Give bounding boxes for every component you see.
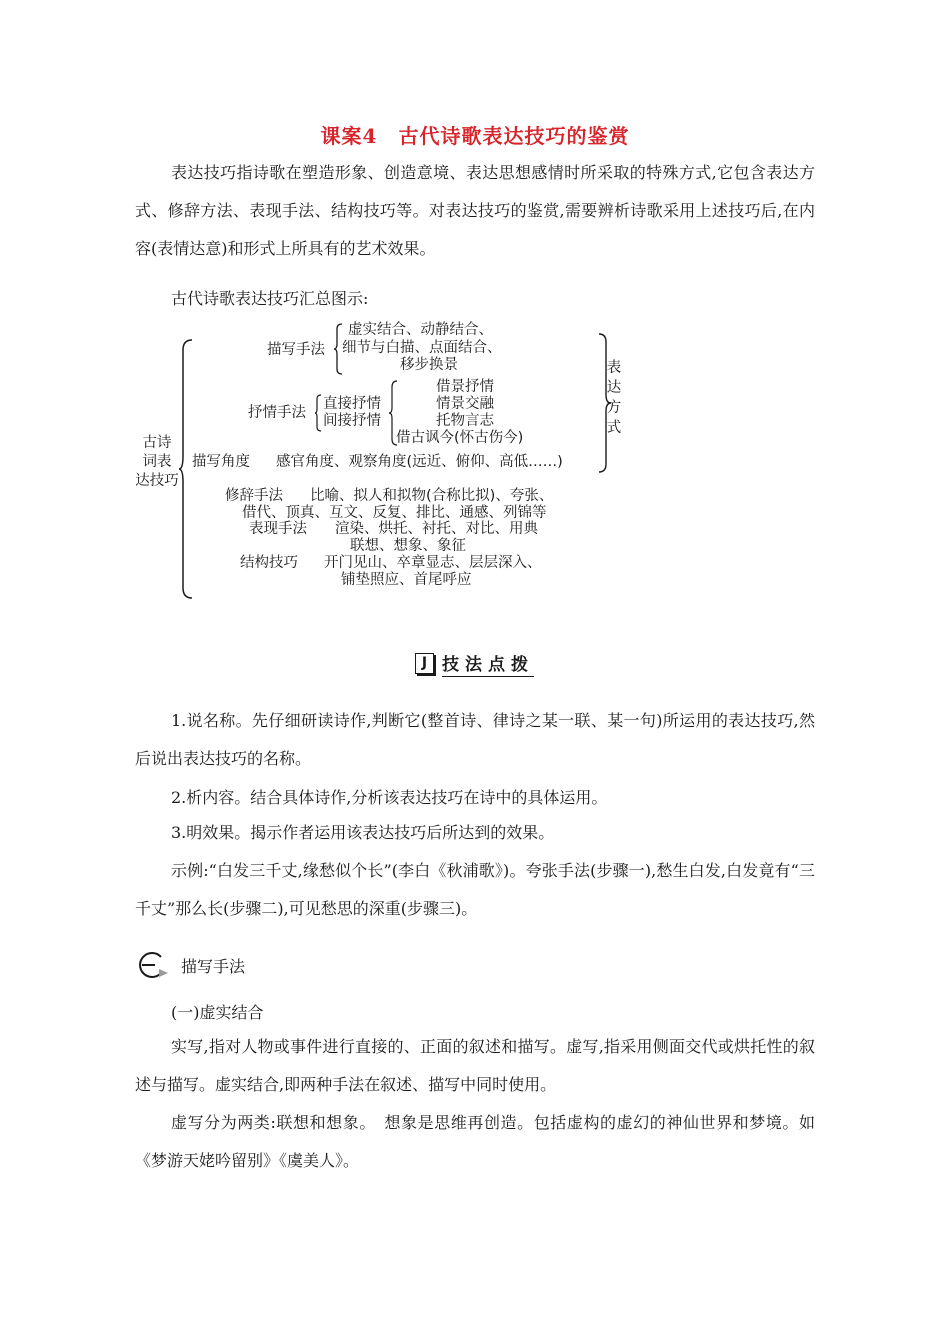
diagram-root: 古诗 词表 达技巧 [135, 435, 179, 489]
indirect-lyric: 间接抒情 [323, 413, 381, 429]
rhetoric-label: 修辞手法 [225, 488, 283, 504]
rhetoric-line: 比喻、拟人和拟物(合称比拟)、夸张、 [310, 488, 554, 504]
section-paragraph: 虚写分为两类:联想和想象。 想象是思维再创造。包括虚构的虚幻的神仙世界和梦境。如《梦游天姥吟留别》《虞美人》。 [135, 1113, 815, 1170]
page-title: 课案4 古代诗歌表达技巧的鉴赏 [320, 124, 630, 148]
rhetoric-line: 借代、顶真、互文、反复、排比、通感、列锦等 [242, 505, 547, 521]
structure-label: 结构技巧 [240, 555, 298, 571]
indirect-item: 情景交融 [436, 396, 494, 412]
expression-techniques-label: 表现手法 [249, 521, 307, 537]
j-badge-icon: J [415, 653, 434, 674]
lyric-brace [314, 394, 322, 432]
techniques-diagram [130, 320, 790, 610]
sub-heading: (一)虚实结合 [171, 1003, 264, 1022]
expression-group-label: 表 达 方 式 [606, 360, 622, 436]
structure-line: 铺垫照应、首尾呼应 [341, 572, 472, 588]
indirect-item: 托物言志 [436, 413, 494, 429]
indirect-item: 借古讽今(怀古伤今) [396, 430, 524, 446]
section-badge [415, 651, 534, 675]
description-item: 虚实结合、动静结合、 [348, 322, 493, 338]
lyric-methods-label: 抒情手法 [248, 405, 306, 421]
description-item: 细节与白描、点面结合、 [342, 340, 502, 356]
description-angle-label: 描写角度 [192, 454, 250, 470]
section-one-heading [135, 948, 245, 982]
expression-techniques-line: 渲染、烘托、衬托、对比、用典 [335, 521, 538, 537]
description-angle-content: 感官角度、观察角度(远近、俯仰、高低……) [276, 454, 563, 470]
circle-one-icon [135, 948, 171, 982]
step-one: 1.说名称。先仔细研读诗作,判断它(整首诗、律诗之某一联、某一句)所运用的表达技巧,然后说出表达技巧的名称。 [135, 711, 815, 768]
indirect-item: 借景抒情 [436, 379, 494, 395]
intro-paragraph: 表达技巧指诗歌在塑造形象、创造意境、表达思想感情时所采取的特殊方式,它包含表达方式、修辞方法、表现手法、结构技巧等。对表达技巧的鉴赏,需要辨析诗歌采用上述技巧后,在内容(表情达意)和形式上所具有的艺术效果。 [135, 163, 815, 258]
diagram-caption: 古代诗歌表达技巧汇总图示: [171, 289, 369, 308]
section-paragraph: 实写,指对人物或事件进行直接的、正面的叙述和描写。虚写,指采用侧面交代或烘托性的叙述与描写。虚实结合,即两种手法在叙述、描写中同时使用。 [135, 1037, 815, 1094]
direct-lyric: 直接抒情 [323, 396, 381, 412]
structure-line: 开门见山、卒章显志、层层深入、 [324, 555, 542, 571]
step-three: 3.明效果。揭示作者运用该表达技巧后所达到的效果。 [171, 823, 555, 842]
step-two: 2.析内容。结合具体诗作,分析该表达技巧在诗中的具体运用。 [171, 788, 608, 807]
description-methods-label: 描写手法 [267, 342, 325, 358]
description-item: 移步换景 [400, 357, 458, 373]
section-one-title: 描写手法 [181, 956, 246, 976]
example-paragraph: 示例:“白发三千丈,缘愁似个长”(李白《秋浦歌》)。夸张手法(步骤一),愁生白发,白发竟有“三千丈”那么长(步骤二),可见愁思的深重(步骤三)。 [135, 861, 815, 918]
expression-techniques-line: 联想、想象、象征 [350, 538, 466, 554]
section-badge-text: 技法点拨 [442, 650, 534, 677]
